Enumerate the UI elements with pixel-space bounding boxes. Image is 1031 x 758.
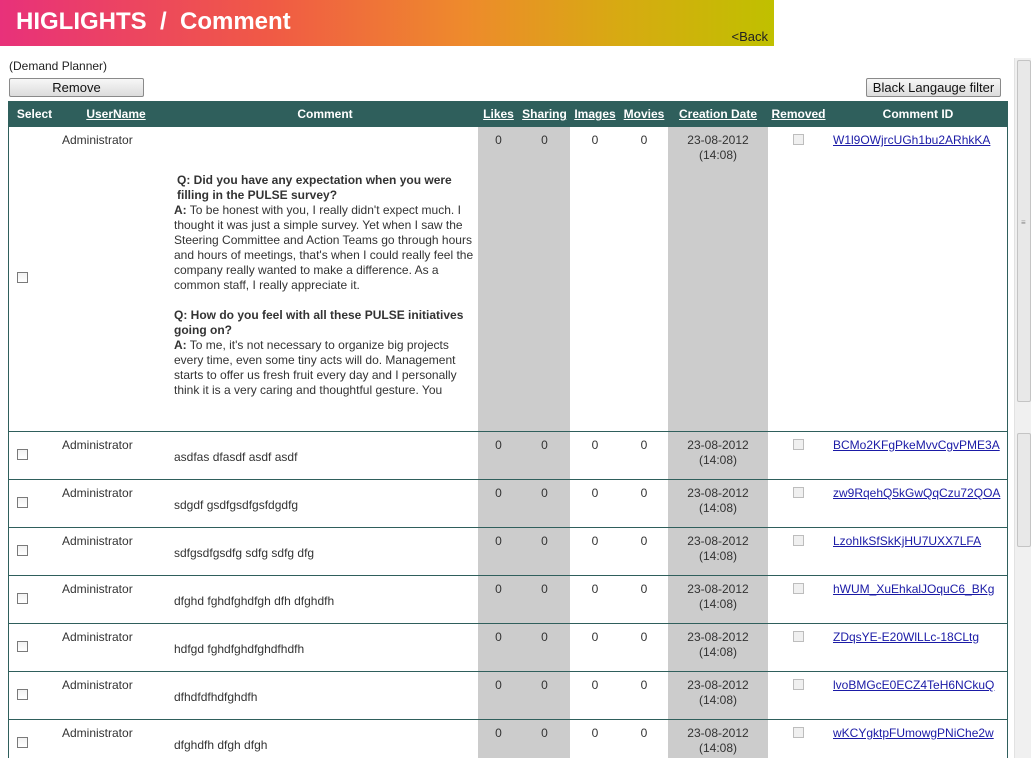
comment-id-cell xyxy=(829,480,1007,528)
comment-cell xyxy=(172,720,478,758)
comment-id-link[interactable]: ZDqsYE-E20WlLLc-18CLtg xyxy=(833,630,980,644)
images-cell: 0 xyxy=(570,432,620,480)
column-header-likes[interactable]: Likes xyxy=(478,101,519,127)
page-header xyxy=(0,0,774,46)
movies-cell: 0 xyxy=(620,624,668,672)
comment-cell xyxy=(172,432,478,480)
row-select-checkbox[interactable] xyxy=(17,545,28,556)
comment-id-cell xyxy=(829,720,1007,758)
movies-cell: 0 xyxy=(620,480,668,528)
creation-date-cell xyxy=(668,720,768,758)
grip-icon: ≡ xyxy=(1021,218,1026,227)
comment-text: asdfas dfasdf asdf asdf xyxy=(174,450,298,464)
comment-cell xyxy=(172,576,478,624)
table-header-row xyxy=(9,101,1007,127)
vertical-scrollbar[interactable] xyxy=(1014,58,1031,758)
comment-text: dfghd fghdfghdfgh dfh dfghdfh xyxy=(174,594,335,608)
creation-time: (14:08) xyxy=(698,693,738,707)
username-cell: Administrator xyxy=(60,528,172,576)
row-select-checkbox[interactable] xyxy=(17,641,28,652)
creation-time: (14:08) xyxy=(698,501,738,515)
movies-cell: 0 xyxy=(620,528,668,576)
removed-cell xyxy=(768,480,829,528)
comment-id-link[interactable]: lvoBMGcE0ECZ4TeH6NCkuQ xyxy=(833,678,995,692)
select-cell xyxy=(9,432,60,480)
column-header-removed[interactable]: Removed xyxy=(768,101,829,127)
removed-cell xyxy=(768,624,829,672)
select-cell xyxy=(9,528,60,576)
select-cell xyxy=(9,624,60,672)
movies-cell: 0 xyxy=(620,432,668,480)
removed-checkbox xyxy=(793,583,804,594)
creation-time: (14:08) xyxy=(698,741,738,755)
answer-label: A: xyxy=(174,338,187,352)
likes-cell: 0 xyxy=(478,720,519,758)
likes-cell: 0 xyxy=(478,480,519,528)
movies-cell: 0 xyxy=(620,127,668,432)
row-select-checkbox[interactable] xyxy=(17,272,28,283)
images-cell: 0 xyxy=(570,624,620,672)
column-header-movies[interactable]: Movies xyxy=(620,101,668,127)
removed-checkbox xyxy=(793,439,804,450)
answer-label: A: xyxy=(174,203,187,217)
table-row xyxy=(9,672,1007,720)
column-header-comment: Comment xyxy=(172,101,478,127)
comment-cell xyxy=(172,528,478,576)
table-row xyxy=(9,720,1007,758)
likes-cell: 0 xyxy=(478,576,519,624)
creation-date-cell xyxy=(668,127,768,432)
creation-date: 23-08-2012 xyxy=(687,133,749,147)
comment-id-cell xyxy=(829,528,1007,576)
comment-id-link[interactable]: BCMo2KFgPkeMvvCgvPME3A xyxy=(833,438,1000,452)
page-title: HIGLIGHTS / Comment xyxy=(16,8,291,35)
comment-id-link[interactable]: zw9RqehQ5kGwQqCzu72QOA xyxy=(833,486,1001,500)
answer-text: To be honest with you, I really didn't expect much. I thought it was just a simple survey. Yet when I saw the Steering Committee and Action Teams go through hours and hours of meetings, that's when I could really feel the company really wanted to make a difference. As a common staff, I really appreciate it. xyxy=(174,203,474,292)
sharing-cell: 0 xyxy=(519,480,570,528)
column-header-select: Select xyxy=(9,101,60,127)
creation-date-cell xyxy=(668,624,768,672)
creation-date-cell xyxy=(668,432,768,480)
comment-cell xyxy=(172,480,478,528)
movies-cell: 0 xyxy=(620,720,668,758)
select-cell xyxy=(9,127,60,432)
images-cell: 0 xyxy=(570,720,620,758)
row-select-checkbox[interactable] xyxy=(17,737,28,748)
comment-cell xyxy=(172,624,478,672)
removed-cell xyxy=(768,720,829,758)
column-header-creation-date[interactable]: Creation Date xyxy=(668,101,768,127)
username-cell: Administrator xyxy=(60,672,172,720)
sharing-cell: 0 xyxy=(519,127,570,432)
username-cell: Administrator xyxy=(60,127,172,432)
sharing-cell: 0 xyxy=(519,432,570,480)
removed-cell xyxy=(768,528,829,576)
table-row xyxy=(9,480,1007,528)
removed-cell xyxy=(768,432,829,480)
sharing-cell: 0 xyxy=(519,720,570,758)
removed-cell xyxy=(768,127,829,432)
username-cell: Administrator xyxy=(60,624,172,672)
answer-text: To me, it's not necessary to organize big projects every time, even some tiny acts will do. Management starts to offer us fresh fruit every day and I personally think it is a very caring and thoughtful gesture. You xyxy=(174,338,457,397)
images-cell: 0 xyxy=(570,127,620,432)
images-cell: 0 xyxy=(570,528,620,576)
creation-date: 23-08-2012 xyxy=(687,630,749,644)
comment-id-cell xyxy=(829,432,1007,480)
removed-cell xyxy=(768,576,829,624)
images-cell: 0 xyxy=(570,576,620,624)
comment-cell xyxy=(172,127,478,432)
comment-id-link[interactable]: LzohIkSfSkKjHU7UXX7LFA xyxy=(833,534,982,548)
movies-cell: 0 xyxy=(620,576,668,624)
username-cell: Administrator xyxy=(60,576,172,624)
row-select-checkbox[interactable] xyxy=(17,497,28,508)
creation-date: 23-08-2012 xyxy=(687,438,749,452)
comment-id-link[interactable]: wKCYgktpFUmowgPNiChe2w xyxy=(833,726,994,740)
scrollbar-thumb-secondary[interactable] xyxy=(1017,433,1031,547)
images-cell: 0 xyxy=(570,480,620,528)
table-row xyxy=(9,576,1007,624)
row-select-checkbox[interactable] xyxy=(17,449,28,460)
username-cell: Administrator xyxy=(60,720,172,758)
column-header-username[interactable]: UserName xyxy=(60,101,172,127)
back-link[interactable]: <Back xyxy=(731,29,768,44)
removed-checkbox xyxy=(793,134,804,145)
creation-date: 23-08-2012 xyxy=(687,678,749,692)
removed-checkbox xyxy=(793,679,804,690)
creation-time: (14:08) xyxy=(698,549,738,563)
username-cell: Administrator xyxy=(60,480,172,528)
column-header-comment-id: Comment ID xyxy=(829,101,1007,127)
table-row xyxy=(9,624,1007,672)
comment-id-cell xyxy=(829,576,1007,624)
comment-answer xyxy=(174,203,474,293)
table-row xyxy=(9,432,1007,480)
creation-time: (14:08) xyxy=(698,597,738,611)
select-cell xyxy=(9,576,60,624)
removed-checkbox xyxy=(793,631,804,642)
comment-question: Q: How do you feel with all these PULSE initiatives going on? xyxy=(174,308,464,337)
select-cell xyxy=(9,720,60,758)
likes-cell: 0 xyxy=(478,624,519,672)
row-select-checkbox[interactable] xyxy=(17,689,28,700)
likes-cell: 0 xyxy=(478,127,519,432)
column-header-sharing[interactable]: Sharing xyxy=(519,101,570,127)
creation-time: (14:08) xyxy=(698,148,738,162)
sharing-cell: 0 xyxy=(519,624,570,672)
comments-grid xyxy=(8,101,1008,758)
comment-text: dfhdfdfhdfghdfh xyxy=(174,690,258,704)
likes-cell: 0 xyxy=(478,528,519,576)
comment-id-cell xyxy=(829,624,1007,672)
sharing-cell: 0 xyxy=(519,576,570,624)
removed-cell xyxy=(768,672,829,720)
creation-date: 23-08-2012 xyxy=(687,582,749,596)
comment-text: hdfgd fghdfghdfghdfhdfh xyxy=(174,642,305,656)
comment-id-cell xyxy=(829,672,1007,720)
comment-answer xyxy=(174,338,474,398)
sharing-cell: 0 xyxy=(519,672,570,720)
comment-text xyxy=(174,127,478,431)
likes-cell: 0 xyxy=(478,432,519,480)
comment-id-link[interactable]: W1l9OWjrcUGh1bu2ARhkKA xyxy=(833,133,991,147)
removed-checkbox xyxy=(793,487,804,498)
creation-date: 23-08-2012 xyxy=(687,534,749,548)
comment-cell xyxy=(172,672,478,720)
movies-cell: 0 xyxy=(620,672,668,720)
removed-checkbox xyxy=(793,535,804,546)
user-role-label: (Demand Planner) xyxy=(9,59,108,73)
comments-table xyxy=(9,101,1007,758)
comment-question: Q: Did you have any expectation when you were filling in the PULSE survey? xyxy=(177,173,452,202)
select-cell xyxy=(9,672,60,720)
images-cell: 0 xyxy=(570,672,620,720)
comment-id-cell xyxy=(829,127,1007,432)
creation-time: (14:08) xyxy=(698,645,738,659)
table-row xyxy=(9,127,1007,432)
removed-checkbox xyxy=(793,727,804,738)
sharing-cell: 0 xyxy=(519,528,570,576)
black-language-filter-button[interactable]: Black Langauge filter xyxy=(866,78,1001,97)
comment-text: sdfgsdfgsdfg sdfg sdfg dfg xyxy=(174,546,315,560)
creation-date-cell xyxy=(668,528,768,576)
scrollbar-thumb[interactable] xyxy=(1017,60,1031,402)
select-cell xyxy=(9,480,60,528)
creation-time: (14:08) xyxy=(698,453,738,467)
creation-date: 23-08-2012 xyxy=(687,726,749,740)
creation-date-cell xyxy=(668,672,768,720)
username-cell: Administrator xyxy=(60,432,172,480)
creation-date-cell xyxy=(668,576,768,624)
row-select-checkbox[interactable] xyxy=(17,593,28,604)
creation-date-cell xyxy=(668,480,768,528)
likes-cell: 0 xyxy=(478,672,519,720)
comment-text: sdgdf gsdfgsdfgsfdgdfg xyxy=(174,498,299,512)
column-header-images[interactable]: Images xyxy=(570,101,620,127)
table-row xyxy=(9,528,1007,576)
comment-text: dfghdfh dfgh dfgh xyxy=(174,738,268,752)
creation-date: 23-08-2012 xyxy=(687,486,749,500)
remove-button[interactable]: Remove xyxy=(9,78,144,97)
comment-id-link[interactable]: hWUM_XuEhkalJOquC6_BKg xyxy=(833,582,995,596)
